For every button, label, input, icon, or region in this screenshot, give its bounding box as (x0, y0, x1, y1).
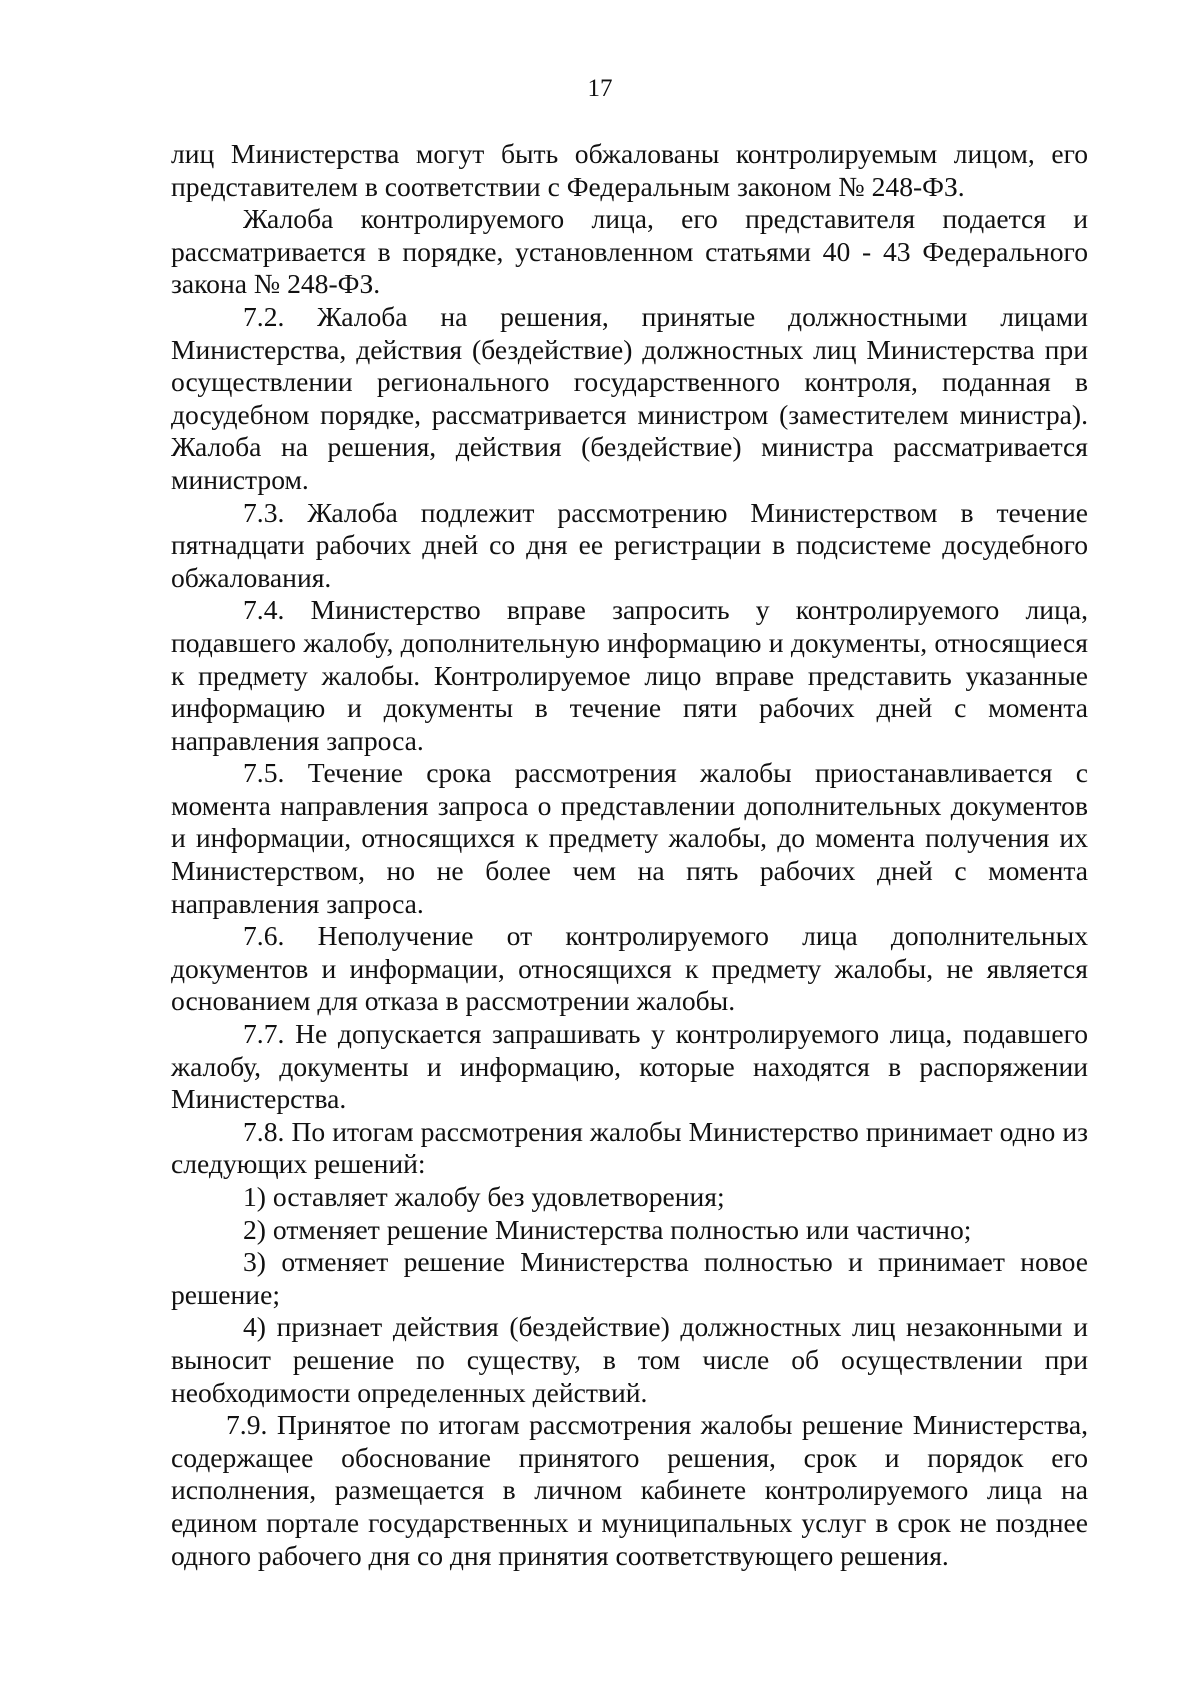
paragraph-7-9: 7.9. Принятое по итогам рассмотрения жалобы решение Министерства, содержащее обоснование принятого решения, срок и порядок его исполнения, размещается в личном кабинете контролируемого лица на едином портале государственных и муниципальных услуг в срок не позднее одного рабочего дня со дня принятия соответствующего решения. (171, 1409, 1088, 1571)
list-item-2: 2) отменяет решение Министерства полностью или частично; (243, 1213, 972, 1245)
paragraph-7-6: 7.6. Неполучение от контролируемого лица дополнительных документов и информации, относящихся к предмету жалобы, не является основанием для отказа в рассмотрении жалобы. (171, 920, 1088, 1017)
page-number: 17 (587, 75, 613, 102)
list-item-1: 1) оставляет жалобу без удовлетворения; (243, 1181, 725, 1212)
paragraph-7-5: 7.5. Течение срока рассмотрения жалобы приостанавливается с момента направления запроса о представлении дополнительных документов и информации, относящихся к предмету жалобы, до момента получения их Министерством, но не более чем на пять рабочих дней с момента направления запроса. (171, 757, 1088, 919)
paragraph-7-2: 7.2. Жалоба на решения, принятые должностными лицами Министерства, действия (бездействие) должностных лиц Министерства при осуществлении регионального государственного контроля, поданная в досудебном порядке, рассматривается министром (заместителем министра). Жалоба на решения, действия (бездействие) министра рассматривается министром. (171, 300, 1088, 495)
list-item-3: 3) отменяет решение Министерства полностью и принимает новое решение; (171, 1246, 1088, 1310)
paragraph-7-8: 7.8. По итогам рассмотрения жалобы Министерство принимает одно из следующих решений: (171, 1115, 1088, 1180)
paragraph-7-4: 7.4. Министерство вправе запросить у контролируемого лица, подавшего жалобу, дополнительную информацию и документы, относящиеся к предмету жалобы. Контролируемое лицо вправе представить указанные информацию и документы в течение пяти рабочих дней с момента направления запроса. (171, 594, 1088, 756)
paragraph-7-3: 7.3. Жалоба подлежит рассмотрению Министерством в течение пятнадцати рабочих дней со дня ее регистрации в подсистеме досудебного обжалования. (171, 496, 1088, 593)
list-item-4: 4) признает действия (бездействие) должностных лиц незаконными и выносит решение по существу, в том числе об осуществлении при необходимости определенных действий. (171, 1311, 1088, 1408)
paragraph-continuation: лиц Министерства могут быть обжалованы контролируемым лицом, его представителем в соответствии с Федеральным законом № 248-ФЗ. (171, 138, 1088, 202)
paragraph-complaint-procedure: Жалоба контролируемого лица, его представителя подается и рассматривается в порядке, установленном статьями 40 - 43 Федерального закона № 248-ФЗ. (171, 203, 1088, 300)
document-body (171, 138, 1088, 1572)
paragraph-7-7: 7.7. Не допускается запрашивать у контролируемого лица, подавшего жалобу, документы и информацию, которые находятся в распоряжении Министерства. (171, 1018, 1088, 1115)
